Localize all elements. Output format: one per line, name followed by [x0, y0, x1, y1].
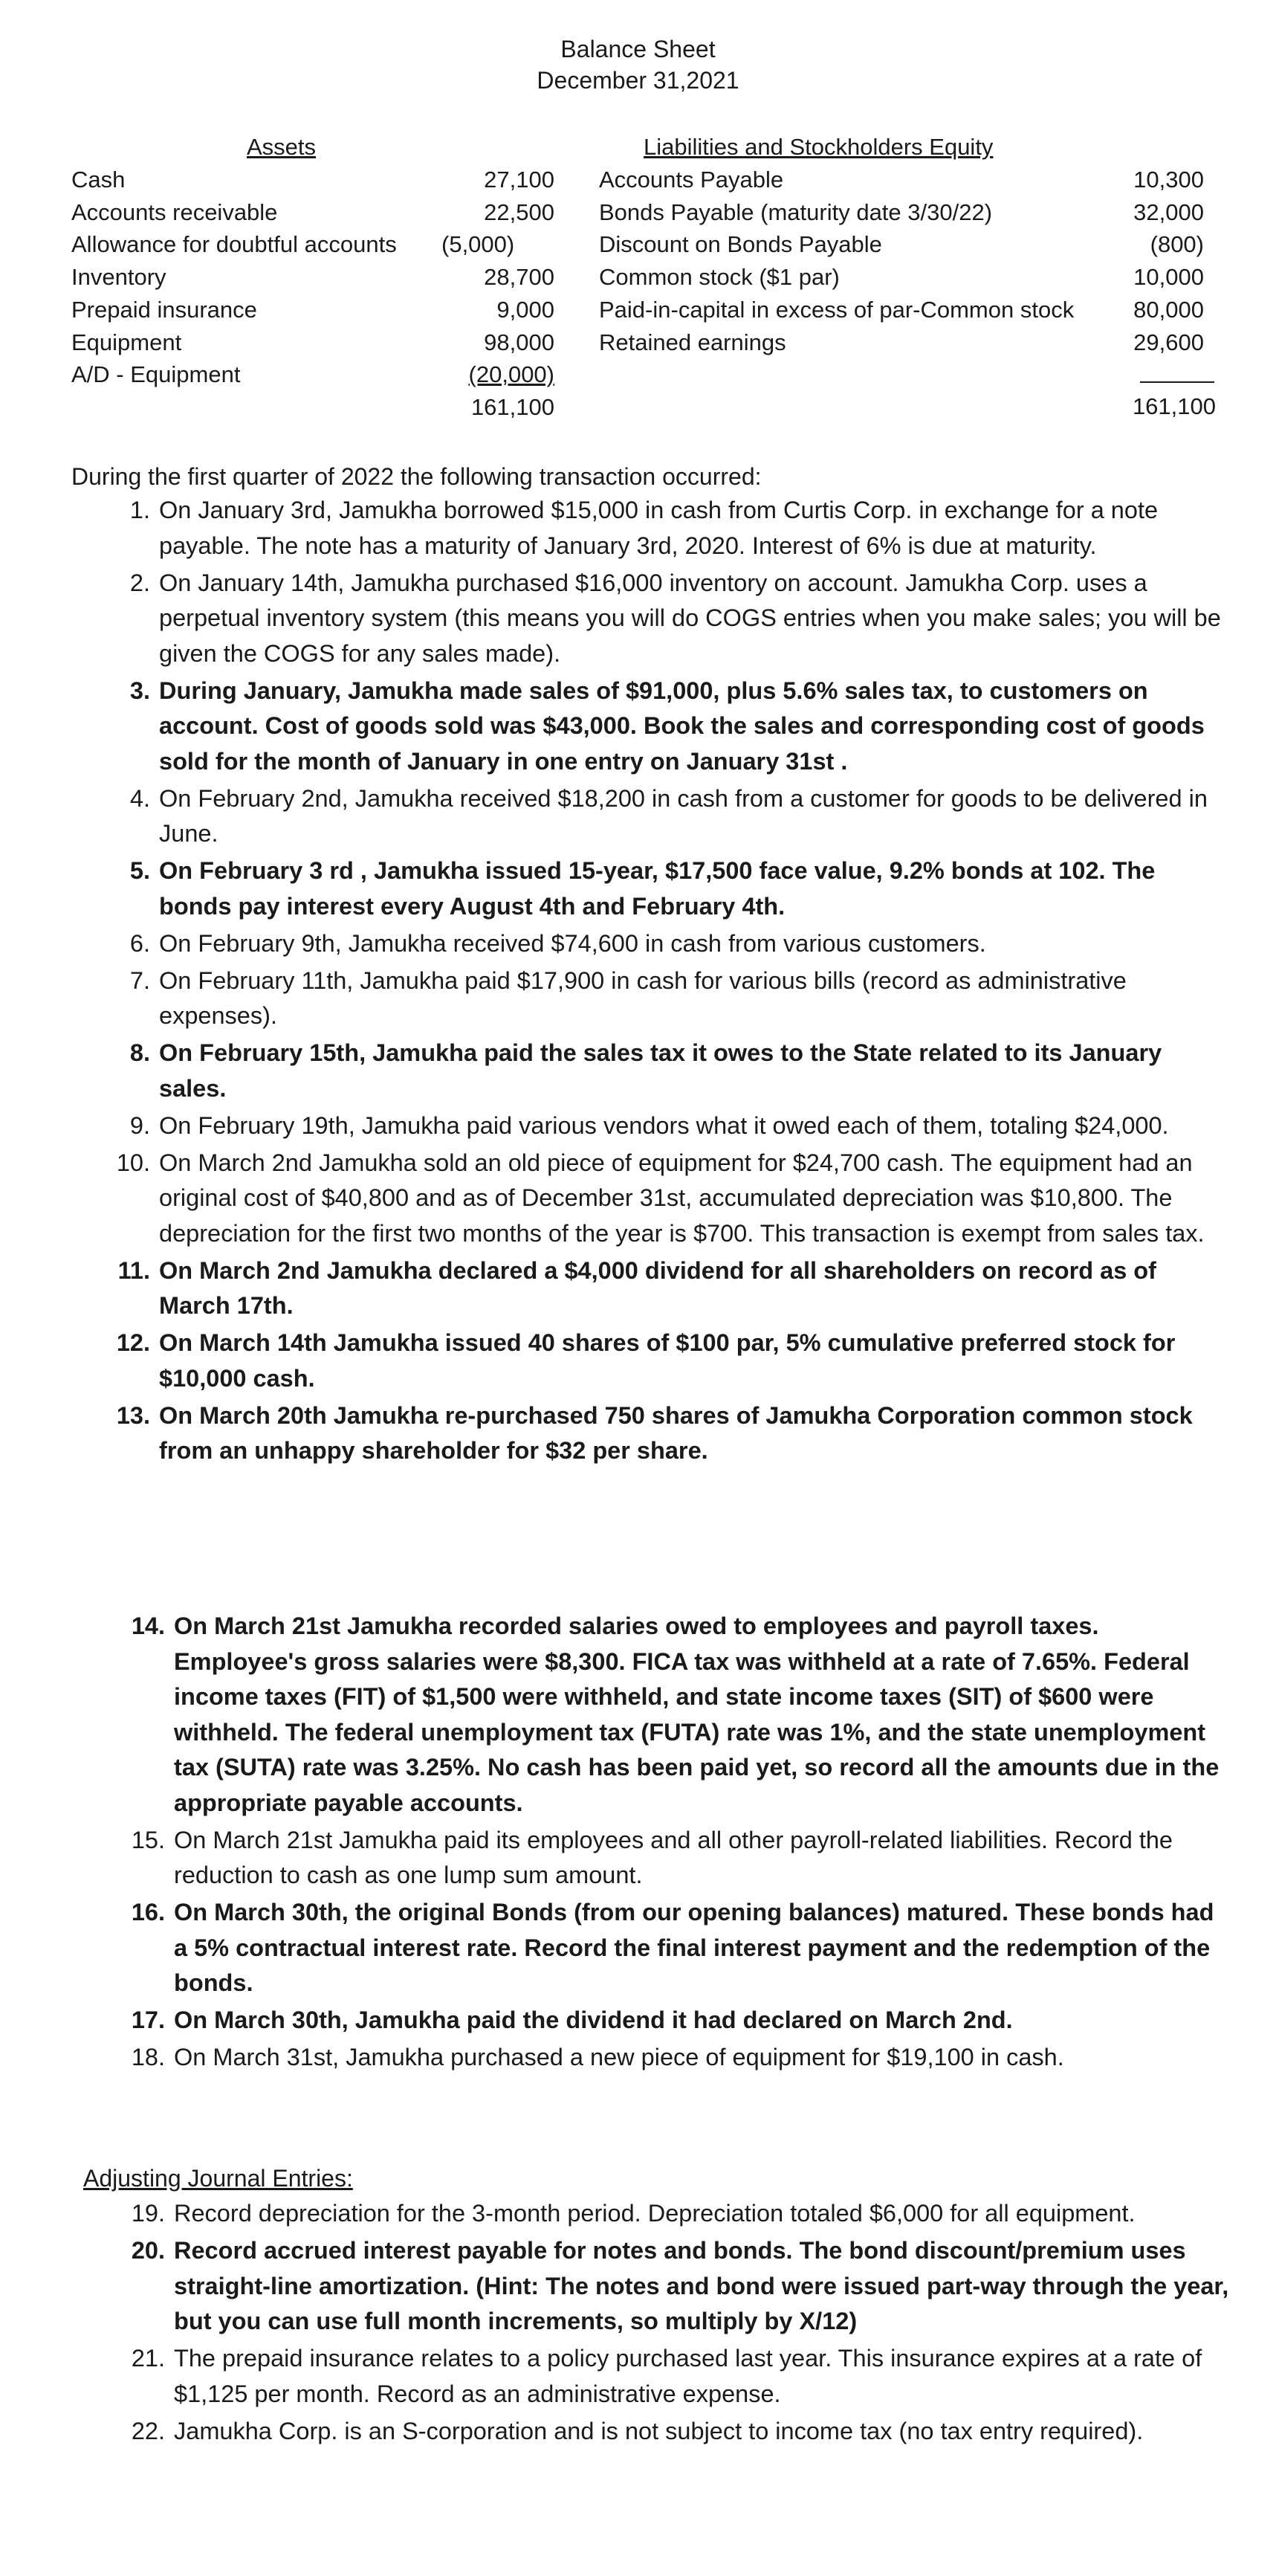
liability-amount: 32,000	[1133, 198, 1204, 225]
liability-amount: 10,300	[1133, 167, 1204, 193]
list-item	[129, 493, 1229, 564]
item-text: On March 31st, Jamukha purchased a new piece of equipment for $19,100 in cash.	[174, 2044, 1064, 2070]
liability-label: Discount on Bonds Payable	[599, 231, 882, 258]
item-number: 8.	[129, 1039, 150, 1066]
asset-amount: 9,000	[496, 296, 554, 323]
list-item	[131, 2040, 1229, 2076]
list-item	[131, 2414, 1229, 2450]
item-number: 14.	[131, 1613, 165, 1639]
item-number: 2.	[129, 569, 150, 596]
list-item	[129, 674, 1229, 780]
list-item	[129, 1036, 1229, 1106]
intro-text: During the first quarter of 2022 the following transaction occurred:	[71, 463, 762, 490]
item-text: During January, Jamukha made sales of $91,000, plus 5.6% sales tax, to customers on account. Cost of goods sold was $43,000. Book the sales and corresponding cost of goods sold for the month of January in one entry on January 31st .	[159, 677, 1205, 775]
item-number: 9.	[129, 1111, 150, 1139]
list-item	[129, 853, 1229, 924]
asset-label: Accounts receivable	[71, 198, 278, 225]
liability-label: Paid-in-capital in excess of par-Common stock	[599, 296, 1075, 323]
list-item	[129, 781, 1229, 852]
list-item	[131, 2003, 1229, 2038]
asset-label: Prepaid insurance	[71, 296, 257, 323]
adjusting-list	[131, 2196, 1229, 2451]
asset-label: Equipment	[71, 329, 182, 355]
item-text: Record depreciation for the 3-month period. Depreciation totaled $6,000 for all equipment.	[174, 2200, 1136, 2227]
list-item	[131, 1609, 1229, 1821]
list-item	[116, 1398, 1229, 1469]
item-number: 16.	[131, 1899, 165, 1925]
item-text: On February 2nd, Jamukha received $18,200 in cash from a customer for goods to be delivered in June.	[159, 784, 1208, 847]
adjusting-header: Adjusting Journal Entries:	[83, 2165, 353, 2192]
transaction-list	[116, 493, 1229, 1471]
item-number: 1.	[129, 497, 150, 523]
item-number: 19.	[131, 2200, 165, 2227]
item-number: 6.	[129, 929, 150, 957]
item-text: On February 15th, Jamukha paid the sales tax it owes to the State related to its January sales.	[159, 1039, 1162, 1102]
item-text: Jamukha Corp. is an S-corporation and is not subject to income tax (no tax entry required).	[174, 2417, 1144, 2444]
asset-label: Allowance for doubtful accounts	[71, 231, 397, 258]
item-number: 3.	[129, 677, 150, 704]
item-text: On March 20th Jamukha re-purchased 750 shares of Jamukha Corporation common stock from an unhappy shareholder for $32 per share.	[159, 1401, 1193, 1464]
asset-label: Inventory	[71, 264, 166, 291]
balance-sheet-title: Balance Sheet	[560, 36, 716, 62]
liabilities-labels	[599, 164, 1074, 358]
item-text: On March 14th Jamukha issued 40 shares of $100 par, 5% cumulative preferred stock for $10,000 cash.	[159, 1329, 1176, 1392]
item-text: On February 9th, Jamukha received $74,600 in cash from various customers.	[159, 929, 986, 957]
list-item	[129, 963, 1229, 1034]
liability-label: Retained earnings	[599, 329, 786, 355]
liability-amount: 29,600	[1133, 329, 1204, 355]
item-number: 15.	[131, 1826, 165, 1853]
item-text: On February 19th, Jamukha paid various vendors what it owed each of them, totaling $24,000.	[159, 1111, 1169, 1139]
item-number: 18.	[131, 2044, 165, 2070]
liability-label: Bonds Payable (maturity date 3/30/22)	[599, 198, 993, 225]
liabilities-total-rule	[1140, 381, 1214, 383]
liabilities-amounts	[1078, 164, 1204, 358]
item-text: On January 3rd, Jamukha borrowed $15,000 in cash from Curtis Corp. in exchange for a note payable. The note has a maturity of January 3rd, 2020. Interest of 6% is due at maturity.	[159, 497, 1159, 559]
liability-amount: 80,000	[1133, 296, 1204, 323]
liability-label: Common stock ($1 par)	[599, 264, 840, 291]
list-item	[129, 926, 1229, 962]
assets-header: Assets	[247, 134, 317, 160]
assets-amounts	[416, 164, 554, 424]
liability-amount: 10,000	[1133, 264, 1204, 291]
item-number: 10.	[116, 1149, 150, 1176]
list-item	[131, 1823, 1229, 1894]
liabilities-total: 161,100	[1132, 393, 1216, 419]
item-number: 22.	[131, 2417, 165, 2444]
item-text: On March 21st Jamukha paid its employees and all other payroll-related liabilities. Record the reduction to cash as one lump sum amount.	[174, 1826, 1173, 1888]
list-item	[131, 2233, 1229, 2340]
item-text: On January 14th, Jamukha purchased $16,000 inventory on account. Jamukha Corp. uses a perpetual inventory system (this means you will do COGS entries when you make sales; you will be given the COGS for any sales made).	[159, 569, 1221, 667]
transaction-list-continued	[131, 1609, 1229, 2077]
item-number: 5.	[129, 857, 150, 884]
asset-amount: 28,700	[484, 264, 554, 291]
item-number: 13.	[116, 1401, 150, 1429]
list-item	[129, 1108, 1229, 1144]
balance-sheet-date: December 31,2021	[537, 67, 739, 94]
list-item	[129, 566, 1229, 672]
item-number: 12.	[116, 1329, 150, 1356]
list-item	[117, 1253, 1229, 1324]
item-number: 11.	[117, 1256, 150, 1284]
assets-total: 161,100	[470, 393, 554, 420]
item-text: On March 2nd Jamukha declared a $4,000 dividend for all shareholders on record as of March 17th.	[159, 1256, 1156, 1319]
list-item	[131, 2341, 1229, 2412]
item-number: 7.	[129, 966, 150, 994]
asset-amount: (5,000)	[441, 231, 515, 258]
item-number: 4.	[129, 784, 150, 812]
item-number: 21.	[131, 2345, 165, 2372]
item-text: On March 30th, the original Bonds (from our opening balances) matured. These bonds had a 5% contractual interest rate. Record the final interest payment and the redemption of the bonds.	[174, 1899, 1214, 1996]
item-text: The prepaid insurance relates to a policy purchased last year. This insurance expires at a rate of $1,125 per month. Record as an administrative expense.	[174, 2345, 1202, 2407]
item-number: 17.	[131, 2007, 165, 2033]
item-text: Record accrued interest payable for notes and bonds. The bond discount/premium uses straight-line amortization. (Hint: The notes and bond were issued part-way through the year, but you can use full month increments, so multiply by X/12)	[174, 2237, 1229, 2334]
asset-amount: 22,500	[484, 198, 554, 225]
list-item	[131, 2196, 1229, 2232]
item-text: On March 21st Jamukha recorded salaries owed to employees and payroll taxes. Employee's gross salaries were $8,300. FICA tax was withheld at a rate of 7.65%. Federal income taxes (FIT) of $1,500 were withheld, and state income taxes (SIT) of $600 were withheld. The federal unemployment tax (FUTA) rate was 1%, and the state unemployment tax (SUTA) rate was 3.25%. No cash has been paid yet, so record all the amounts due in the appropriate payable accounts.	[174, 1613, 1220, 1816]
list-item	[116, 1146, 1229, 1252]
item-text: On February 11th, Jamukha paid $17,900 in cash for various bills (record as administrative expenses).	[159, 966, 1127, 1029]
asset-amount: (20,000)	[468, 361, 554, 388]
item-text: On March 2nd Jamukha sold an old piece of equipment for $24,700 cash. The equipment had an original cost of $40,800 and as of December 31st, accumulated depreciation was $10,800. The depreciation for the first two months of the year is $700. This transaction is exempt from sales tax.	[159, 1149, 1205, 1247]
item-number: 20.	[131, 2237, 165, 2264]
liabilities-header: Liabilities and Stockholders Equity	[644, 134, 994, 160]
liability-label: Accounts Payable	[599, 167, 784, 193]
list-item	[116, 1326, 1229, 1396]
assets-labels	[71, 164, 397, 391]
list-item	[131, 1895, 1229, 2001]
asset-label: Cash	[71, 167, 126, 193]
item-text: On February 3 rd , Jamukha issued 15-year, $17,500 face value, 9.2% bonds at 102. The bonds pay interest every August 4th and February 4th.	[159, 857, 1156, 920]
item-text: On March 30th, Jamukha paid the dividend it had declared on March 2nd.	[174, 2007, 1013, 2033]
asset-label: A/D - Equipment	[71, 361, 241, 388]
liability-amount: (800)	[1150, 231, 1204, 258]
asset-amount: 27,100	[484, 167, 554, 193]
asset-amount: 98,000	[484, 329, 554, 355]
